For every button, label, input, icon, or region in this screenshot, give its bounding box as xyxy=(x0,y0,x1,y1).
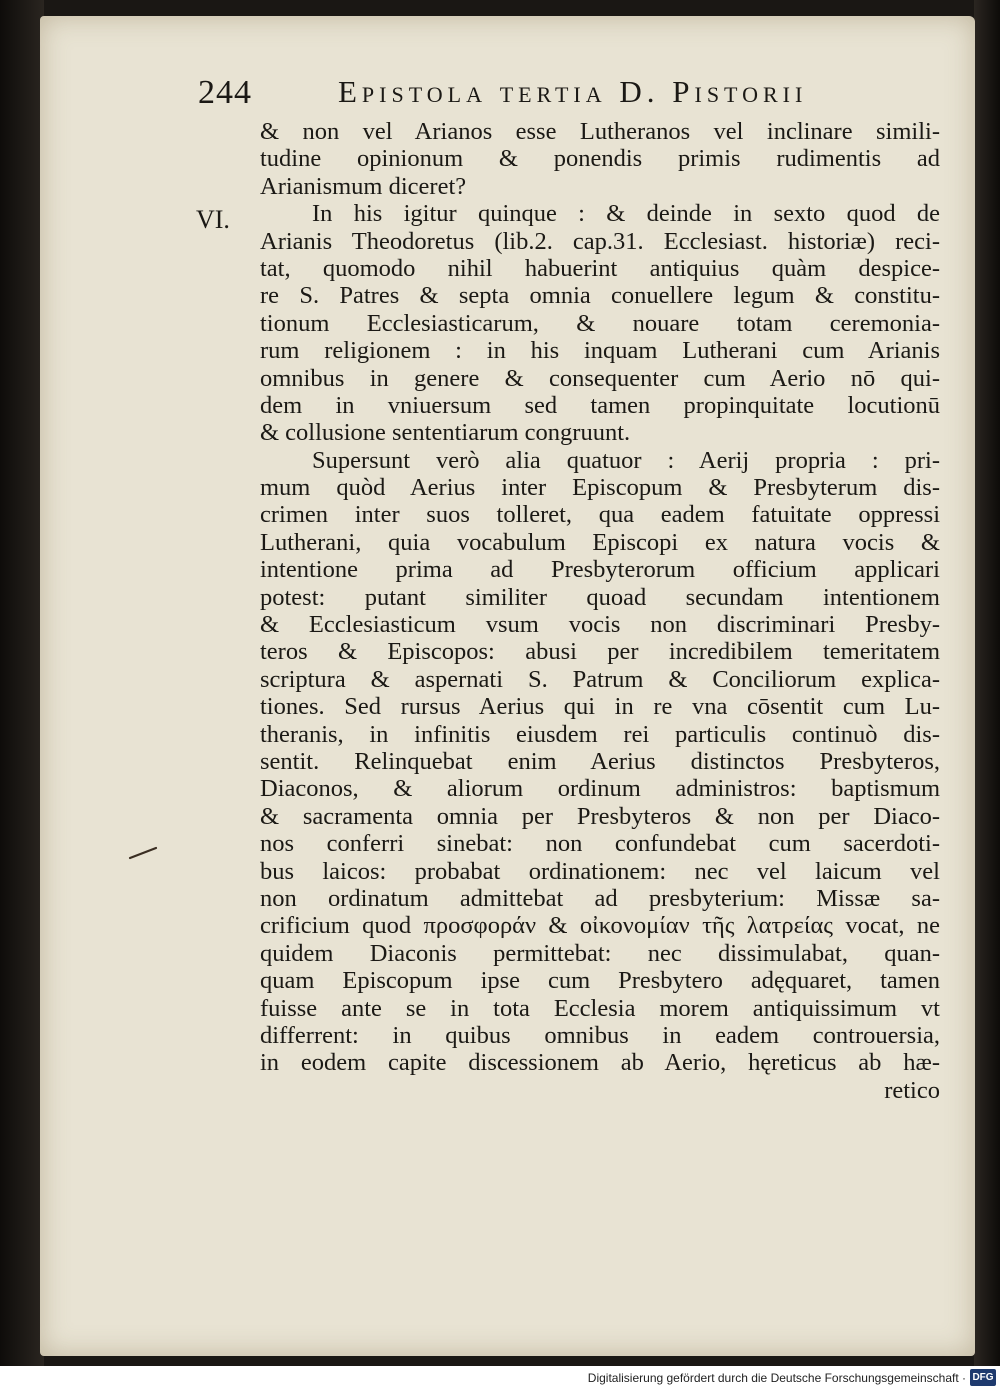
text-line: & Ecclesiasticum vsum vocis non discriminari Presby- xyxy=(260,611,940,639)
page-header xyxy=(198,74,940,120)
text-line: non ordinatum admittebat ad presbyterium: Missæ sa- xyxy=(260,884,940,912)
text-line: & collusione sententiarum congruunt. xyxy=(260,419,631,447)
text-line: re S. Patres & septa omnia conuellere legum & constitu- xyxy=(260,282,940,310)
text-line: Arianis Theodoretus (lib.2. cap.31. Ecclesiast. historiæ) reci- xyxy=(260,227,940,255)
text-line: crimen inter suos tolleret, qua eadem fatuitate oppressi xyxy=(260,501,940,529)
text-line: intentione prima ad Presbyterorum officium applicari xyxy=(260,556,940,584)
text-line: dem in vniuersum sed tamen propinquitate locutionū xyxy=(260,391,940,419)
text-line: Arianismum diceret? xyxy=(260,172,467,200)
text-line: teros & Episcopos: abusi per incredibilem temeritatem xyxy=(260,638,940,666)
text-line: In his igitur quinque : & deinde in sexto quod de xyxy=(312,200,940,228)
text-line: Diaconos, & aliorum ordinum administros: baptismum xyxy=(260,775,940,803)
text-line: tiones. Sed rursus Aerius qui in re vna cōsentit cum Lu- xyxy=(260,693,940,721)
funding-notice: Digitalisierung gefördert durch die Deutsche Forschungsgemeinschaft · xyxy=(587,1371,966,1385)
dfg-logo-icon: DFG xyxy=(970,1369,996,1386)
text-line: bus laicos: probabat ordinationem: nec vel laicum vel xyxy=(260,857,940,885)
text-line: Supersunt verò alia quatuor : Aerij propria : pri- xyxy=(312,446,940,474)
text-line: quidem Diaconis permittebat: nec dissimulabat, quan- xyxy=(260,939,940,967)
footer-bar xyxy=(0,1366,1000,1391)
text-line: fuisse ante se in tota Ecclesia morem antiquissimum vt xyxy=(260,994,940,1022)
text-line: in eodem capite discessionem ab Aerio, hęreticus ab hæ- xyxy=(260,1049,940,1077)
text-line: tat, quomodo nihil habuerint antiquius quàm despice- xyxy=(260,254,940,282)
text-line: & sacramenta omnia per Presbyteros & non per Diaco- xyxy=(260,802,940,830)
page-number: 244 xyxy=(198,74,252,111)
body-text xyxy=(260,118,940,1104)
text-line: Lutherani, quia vocabulum Episcopi ex natura vocis & xyxy=(260,528,940,556)
text-line: scriptura & aspernati S. Patrum & Conciliorum explica- xyxy=(260,665,940,693)
scan-left-edge xyxy=(0,0,44,1391)
text-line: tudine opinionum & ponendis primis rudimentis ad xyxy=(260,145,940,173)
pen-mark-icon xyxy=(128,846,158,860)
text-line: quam Episcopum ipse cum Presbytero adęquaret, tamen xyxy=(260,967,940,995)
text-line: theranis, in infinitis eiusdem rei particulis continuò dis- xyxy=(260,720,940,748)
running-title: Epistola tertia D. Pistorii xyxy=(338,74,808,109)
scan-right-edge xyxy=(974,0,1000,1391)
text-line: tionum Ecclesiasticarum, & nouare totam ceremonia- xyxy=(260,309,940,337)
text-line: rum religionem : in his inquam Lutherani cum Arianis xyxy=(260,337,940,365)
catchword: retico xyxy=(884,1076,940,1104)
text-line: nos conferri sinebat: non confundebat cum sacerdoti- xyxy=(260,830,940,858)
text-line: sentit. Relinquebat enim Aerius distinctos Presbyteros, xyxy=(260,747,940,775)
text-line: potest: putant similiter quoad secundam intentionem xyxy=(260,583,940,611)
text-line: mum quòd Aerius inter Episcopum & Presbyterum dis- xyxy=(260,474,940,502)
text-line: differrent: in quibus omnibus in eadem controuersia, xyxy=(260,1021,940,1049)
section-marker: VI. xyxy=(196,205,230,234)
text-line: omnibus in genere & consequenter cum Aerio nō qui- xyxy=(260,364,940,392)
text-line: crificium quod προσφοράν & οἰκονομίαν τῆς λατρείας vocat, ne xyxy=(260,912,940,940)
text-line: & non vel Arianos esse Lutheranos vel inclinare simili- xyxy=(260,118,940,145)
